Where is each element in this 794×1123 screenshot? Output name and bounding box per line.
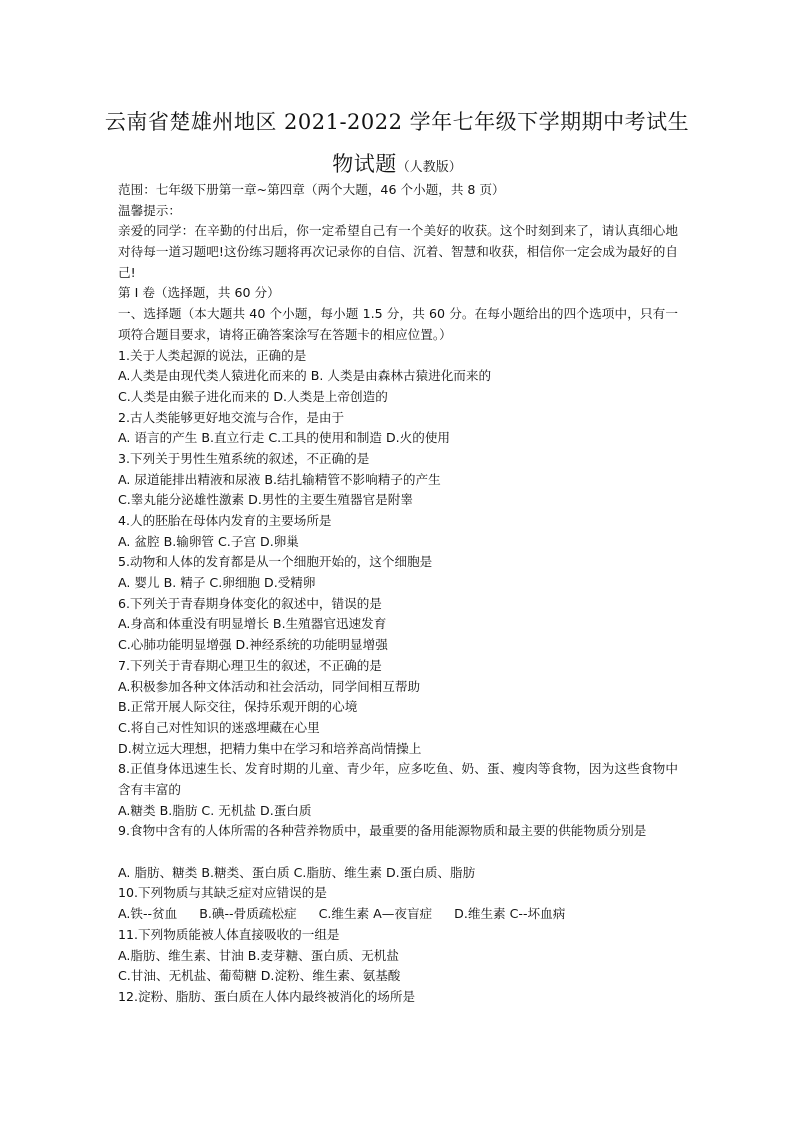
question-11-options-ab: A.脂肪、维生素、甘油 B.麦芽糖、蛋白质、无机盐 xyxy=(118,947,399,963)
question-1-options-ab: A.人类是由现代类人猿进化而来的 B. 人类是由森林古猿进化而来的 xyxy=(118,368,492,384)
question-7-stem: 7.下列关于青春期心理卫生的叙述，不正确的是 xyxy=(118,657,382,673)
question-3-options-ab: A. 尿道能排出精液和尿液 B.结扎输精管不影响精子的产生 xyxy=(118,471,441,487)
question-3-stem: 3.下列关于男性生殖系统的叙述，不正确的是 xyxy=(118,450,370,466)
question-8-options: A.糖类 B.脂肪 C. 无机盐 D.蛋白质 xyxy=(118,802,312,818)
question-7-option-d: D.树立远大理想，把精力集中在学习和培养高尚情操上 xyxy=(118,740,422,756)
question-10-option-a: A.铁--贫血 xyxy=(118,906,178,922)
question-3-options-cd: C.睾丸能分泌雄性激素 D.男性的主要生殖器官是附睾 xyxy=(118,492,413,508)
document-title-subject: 物试题 xyxy=(332,152,397,176)
question-10-option-c: C.维生素 A—夜盲症 xyxy=(318,906,433,922)
question-11-options-cd: C.甘油、无机盐、葡萄糖 D.淀粉、维生素、氨基酸 xyxy=(118,968,401,984)
question-7-option-c: C.将自己对性知识的迷惑埋藏在心里 xyxy=(118,719,320,735)
tips-text: 亲爱的同学：在辛勤的付出后，你一定希望自己有一个美好的收获。这个时刻到来了，请认真细心地对待每一道习题吧!这份练习题将再次记录你的自信、沉着、智慧和收获，相信你一定会成为最好的自己! xyxy=(118,223,678,280)
question-12-stem: 12.淀粉、脂肪、蛋白质在人体内最终被消化的场所是 xyxy=(118,988,416,1004)
tips-label: 温馨提示： xyxy=(118,202,181,218)
document-body xyxy=(118,180,678,1008)
edition-label: （人教版） xyxy=(396,160,462,175)
question-10-options xyxy=(118,904,678,925)
question-6-options-cd: C.心肺功能明显增强 D.神经系统的功能明显增强 xyxy=(118,637,388,653)
document-title-line-1: 云南省楚雄州地区 2021-2022 学年七年级下学期期中考试生 xyxy=(104,110,690,134)
section-instructions: 一、选择题（本大题共 40 个小题，每小题 1.5 分，共 60 分。在每小题给出的四个选项中，只有一项符合题目要求，请将正确答案涂写在答题卡的相应位置。） xyxy=(118,306,678,342)
question-6-options-ab: A.身高和体重没有明显增长 B.生殖器官迅速发育 xyxy=(118,616,387,632)
question-11-stem: 11.下列物质能被人体直接吸收的一组是 xyxy=(118,926,340,942)
question-1-options-cd: C.人类是由猴子进化而来的 D.人类是上帝创造的 xyxy=(118,388,388,404)
question-10-stem: 10.下列物质与其缺乏症对应错误的是 xyxy=(118,885,327,901)
question-4-options: A. 盆腔 B.输卵管 C.子宫 D.卵巢 xyxy=(118,533,299,549)
question-2-options: A. 语言的产生 B.直立行走 C.工具的使用和制造 D.火的使用 xyxy=(118,430,451,446)
question-4-stem: 4.人的胚胎在母体内发育的主要场所是 xyxy=(118,513,332,529)
question-7-option-b: B.正常开展人际交往，保持乐观开朗的心境 xyxy=(118,699,358,715)
volume-heading: 第 I 卷（选择题，共 60 分） xyxy=(118,285,280,301)
document-title-line-2 xyxy=(0,148,794,178)
question-7-option-a: A.积极参加各种文体活动和社会活动，同学间相互帮助 xyxy=(118,678,421,694)
question-1-stem: 1.关于人类起源的说法，正确的是 xyxy=(118,347,307,363)
question-9-options: A. 脂肪、糖类 B.糖类、蛋白质 C.脂肪、维生素 D.蛋白质、脂肪 xyxy=(118,864,476,880)
question-9-stem: 9.食物中含有的人体所需的各种营养物质中，最重要的备用能源物质和最主要的供能物质分别是 xyxy=(118,823,647,839)
question-5-options: A. 婴儿 B. 精子 C.卵细胞 D.受精卵 xyxy=(118,575,316,591)
question-6-stem: 6.下列关于青春期身体变化的叙述中，错误的是 xyxy=(118,595,382,611)
scope-text: 范围：七年级下册第一章~第四章（两个大题，46 个小题，共 8 页） xyxy=(118,182,505,197)
question-2-stem: 2.古人类能够更好地交流与合作，是由于 xyxy=(118,409,345,425)
question-10-option-d: D.维生素 C--坏血病 xyxy=(454,906,566,922)
question-10-option-b: B.碘--骨质疏松症 xyxy=(199,906,297,922)
question-5-stem: 5.动物和人体的发育都是从一个细胞开始的，这个细胞是 xyxy=(118,554,433,570)
question-8-stem: 8.正值身体迅速生长、发育时期的儿童、青少年，应多吃鱼、奶、蛋、瘦肉等食物，因为这些食物中含有丰富的 xyxy=(118,761,678,797)
